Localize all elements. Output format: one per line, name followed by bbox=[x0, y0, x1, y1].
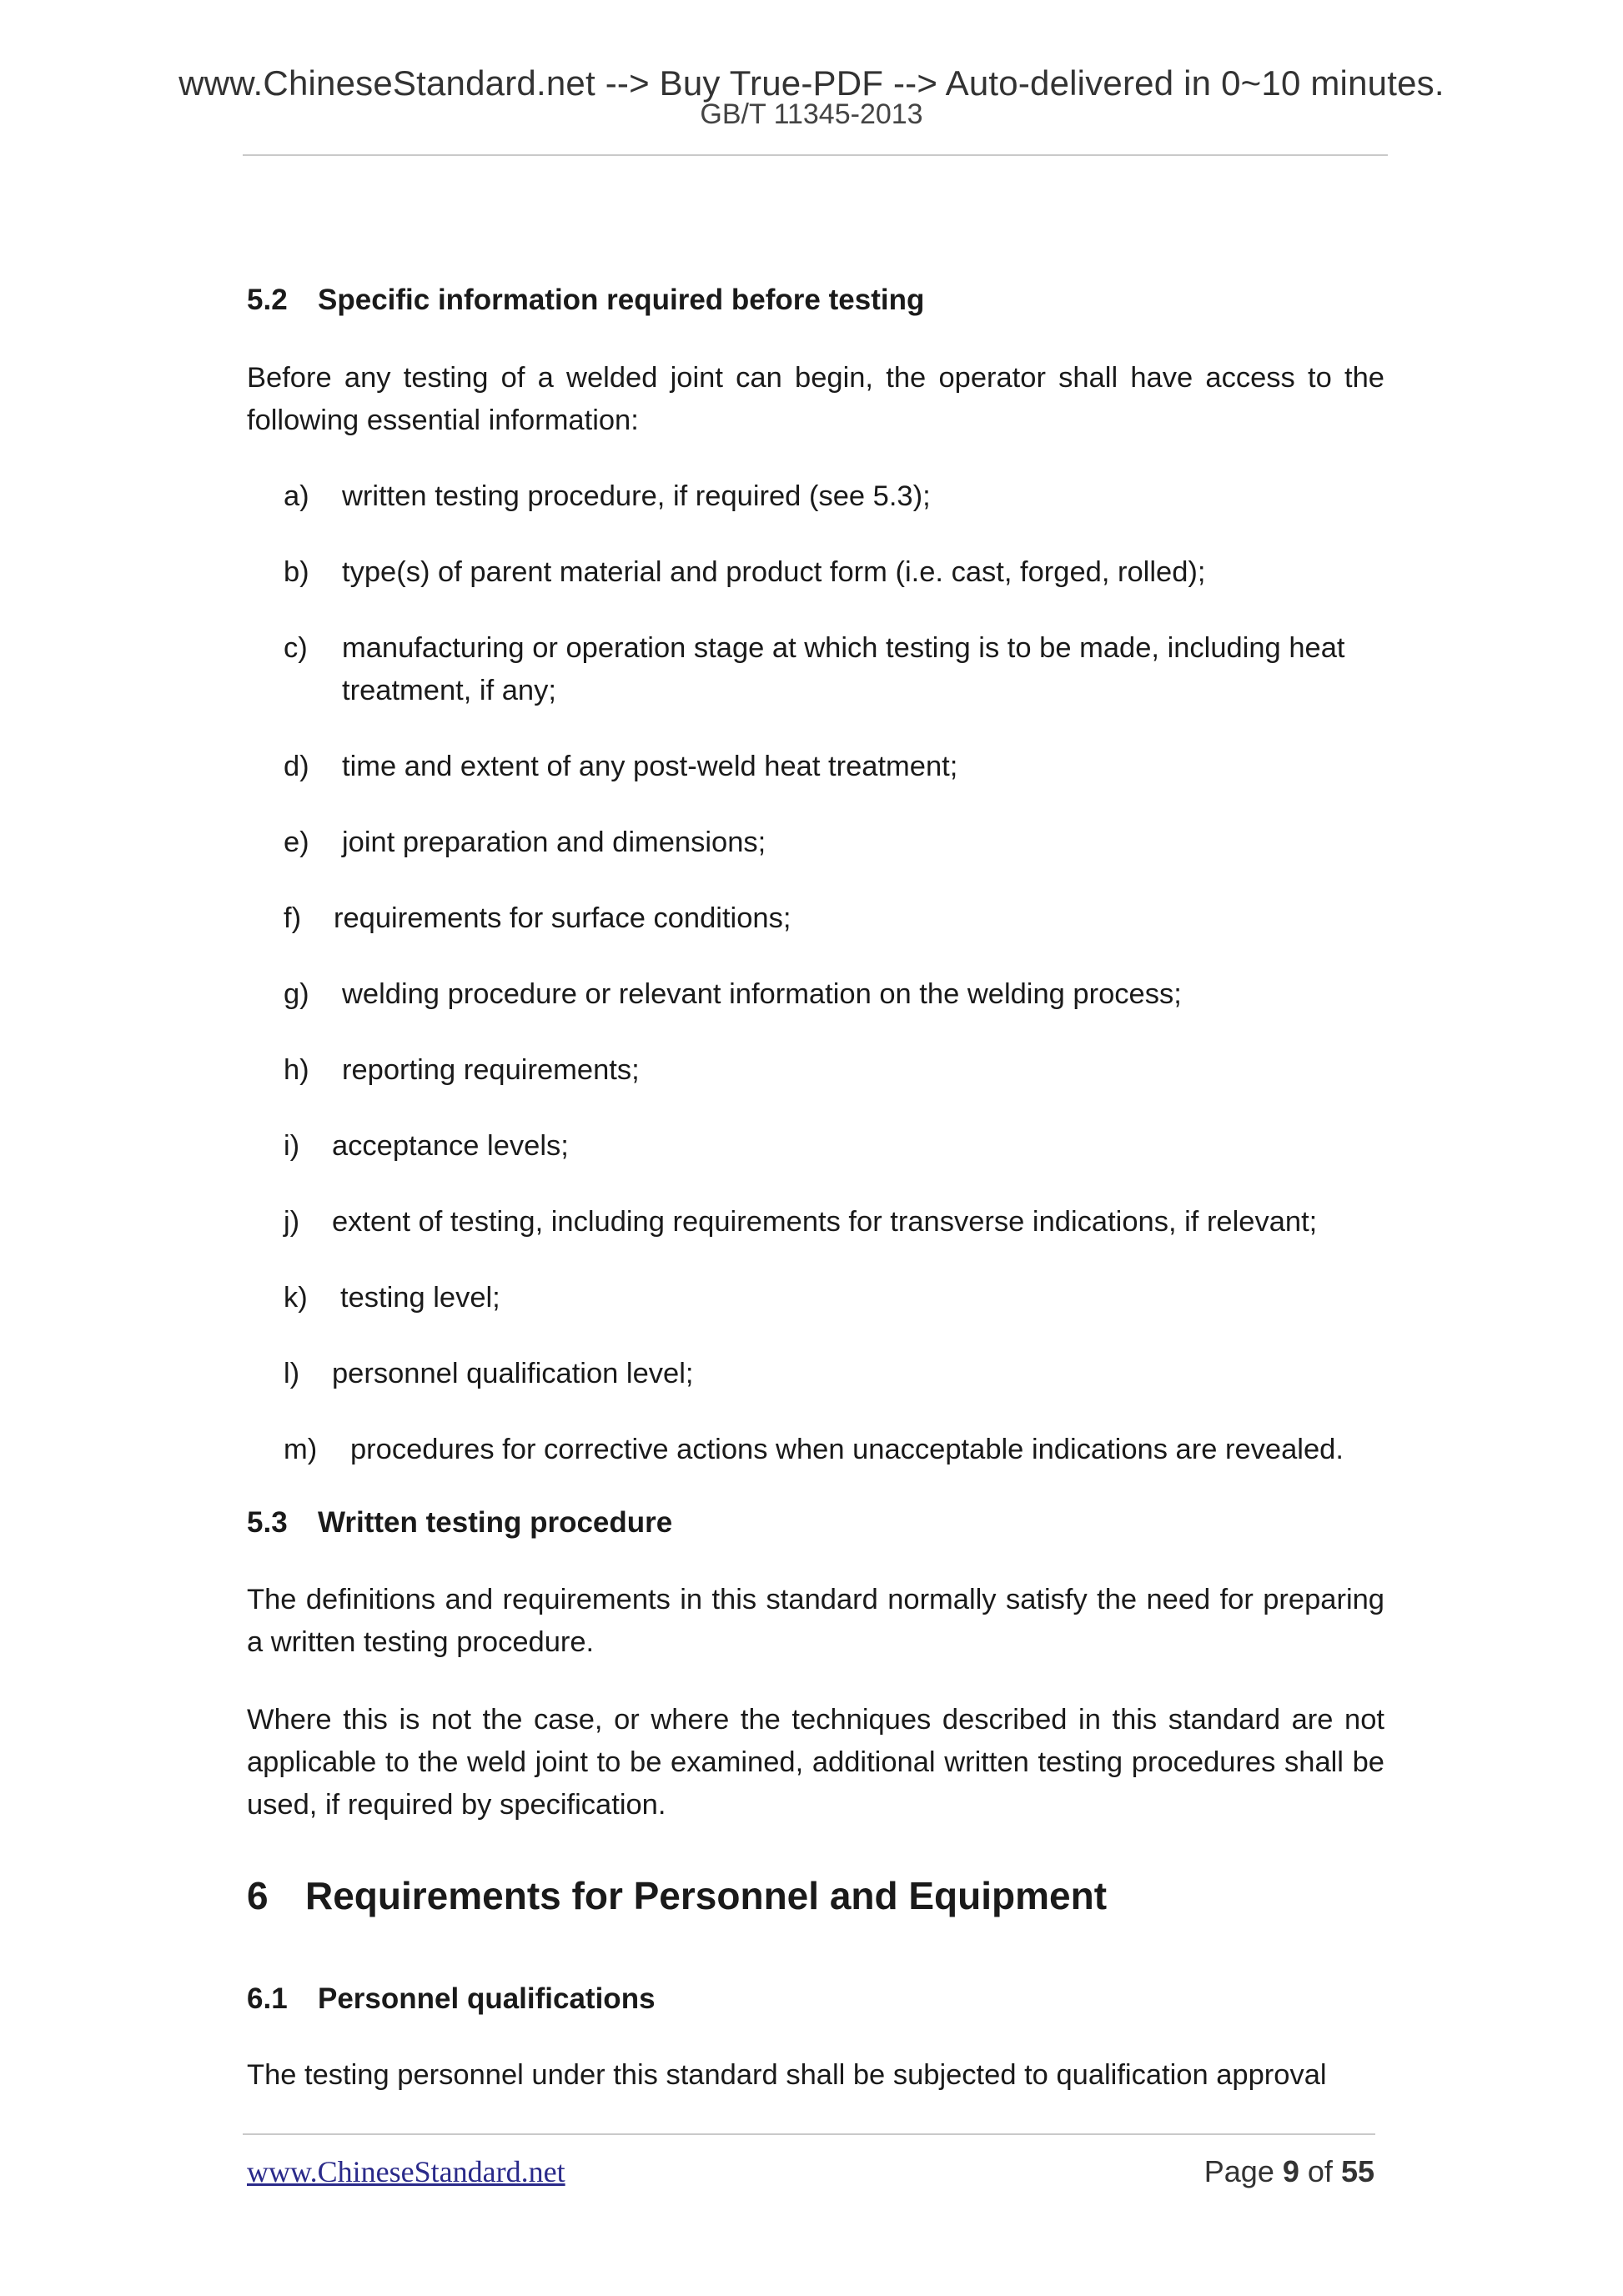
page-word: Page bbox=[1203, 2154, 1274, 2188]
list-item bbox=[284, 551, 1384, 594]
list-marker: m) bbox=[284, 1434, 318, 1465]
list-item-text: type(s) of parent material and product form (i.e. cast, forged, rolled); bbox=[342, 556, 1206, 588]
list-item bbox=[284, 973, 1384, 1016]
list-marker: c) bbox=[284, 632, 308, 664]
standard-number: GB/T 11345-2013 bbox=[700, 98, 923, 130]
list-item bbox=[284, 1429, 1384, 1471]
list-item-text: personnel qualification level; bbox=[332, 1358, 694, 1389]
list-item bbox=[284, 1277, 1384, 1319]
list-item-text: acceptance levels; bbox=[332, 1130, 569, 1162]
section-5-3-paragraph-2: Where this is not the case, or where the techniques described in this standard are not applicable to the weld joint to be examined, additional written testing procedures shall be used, if required by specification. bbox=[247, 1704, 1384, 1821]
heading-6-title: Requirements for Personnel and Equipment bbox=[305, 1874, 1108, 1917]
list-item-text: joint preparation and dimensions; bbox=[342, 826, 766, 858]
heading-6-number: 6 bbox=[247, 1874, 269, 1917]
heading-6-1-title: Personnel qualifications bbox=[318, 1982, 656, 2015]
current-page-number: 9 bbox=[1282, 2154, 1299, 2188]
list-item-text: procedures for corrective actions when unacceptable indications are revealed. bbox=[350, 1434, 1344, 1465]
list-marker: g) bbox=[284, 978, 309, 1010]
section-5-2-intro: Before any testing of a welded joint can begin, the operator shall have access to the following essential information: bbox=[247, 362, 1384, 436]
page-indicator bbox=[1204, 2154, 1374, 2189]
list-marker: h) bbox=[284, 1054, 309, 1086]
footer-website-link[interactable]: www.ChineseStandard.net bbox=[247, 2155, 565, 2188]
top-banner: www.ChineseStandard.net --> Buy True-PDF --> Auto-delivered in 0~10 minutes. bbox=[178, 63, 1445, 103]
page-of-word: of bbox=[1307, 2154, 1333, 2188]
list-marker: l) bbox=[284, 1358, 300, 1389]
heading-5-2-title: Specific information required before testing bbox=[318, 284, 925, 316]
list-item-text: time and extent of any post-weld heat treatment; bbox=[342, 751, 958, 782]
footer-divider bbox=[243, 2133, 1375, 2135]
list-item bbox=[284, 1049, 1384, 1092]
section-6-1-paragraph-1: The testing personnel under this standard shall be subjected to qualification approval bbox=[247, 2059, 1327, 2091]
list-item bbox=[284, 821, 1384, 864]
list-item bbox=[284, 627, 1384, 712]
section-5-3-paragraph-1: The definitions and requirements in this standard normally satisfy the need for preparing a written testing procedure. bbox=[247, 1584, 1384, 1658]
heading-5-3-title: Written testing procedure bbox=[318, 1506, 673, 1539]
list-marker: k) bbox=[284, 1282, 308, 1314]
list-marker: i) bbox=[284, 1130, 300, 1162]
list-marker: f) bbox=[284, 902, 302, 934]
total-page-count: 55 bbox=[1340, 2154, 1374, 2188]
list-marker: j) bbox=[284, 1206, 300, 1238]
list-marker: b) bbox=[284, 556, 309, 588]
list-item bbox=[284, 475, 1384, 518]
heading-5-2 bbox=[247, 284, 924, 317]
list-item bbox=[284, 1353, 1384, 1395]
list-item-text: requirements for surface conditions; bbox=[334, 902, 791, 934]
heading-5-2-number: 5.2 bbox=[247, 284, 288, 316]
list-item-text: testing level; bbox=[340, 1282, 500, 1314]
list-item bbox=[284, 1125, 1384, 1168]
list-marker: e) bbox=[284, 826, 309, 858]
list-item-text: extent of testing, including requirements for transverse indications, if relevant; bbox=[332, 1206, 1318, 1238]
list-item-text: manufacturing or operation stage at which testing is to be made, including heat bbox=[342, 632, 1345, 664]
heading-6-1-number: 6.1 bbox=[247, 1982, 288, 2015]
list-item bbox=[284, 1201, 1384, 1243]
list-item-text: welding procedure or relevant information on the welding process; bbox=[342, 978, 1182, 1010]
list-item-text: reporting requirements; bbox=[342, 1054, 640, 1086]
heading-6-1 bbox=[247, 1982, 656, 2016]
list-marker: d) bbox=[284, 751, 309, 782]
list-item-continuation: treatment, if any; bbox=[342, 675, 556, 706]
heading-5-3-number: 5.3 bbox=[247, 1506, 288, 1539]
heading-6 bbox=[247, 1873, 1107, 1918]
list-item bbox=[284, 746, 1384, 788]
list-marker: a) bbox=[284, 480, 309, 512]
heading-5-3 bbox=[247, 1506, 672, 1540]
list-item bbox=[284, 897, 1384, 940]
list-item-text: written testing procedure, if required (see 5.3); bbox=[342, 480, 931, 512]
